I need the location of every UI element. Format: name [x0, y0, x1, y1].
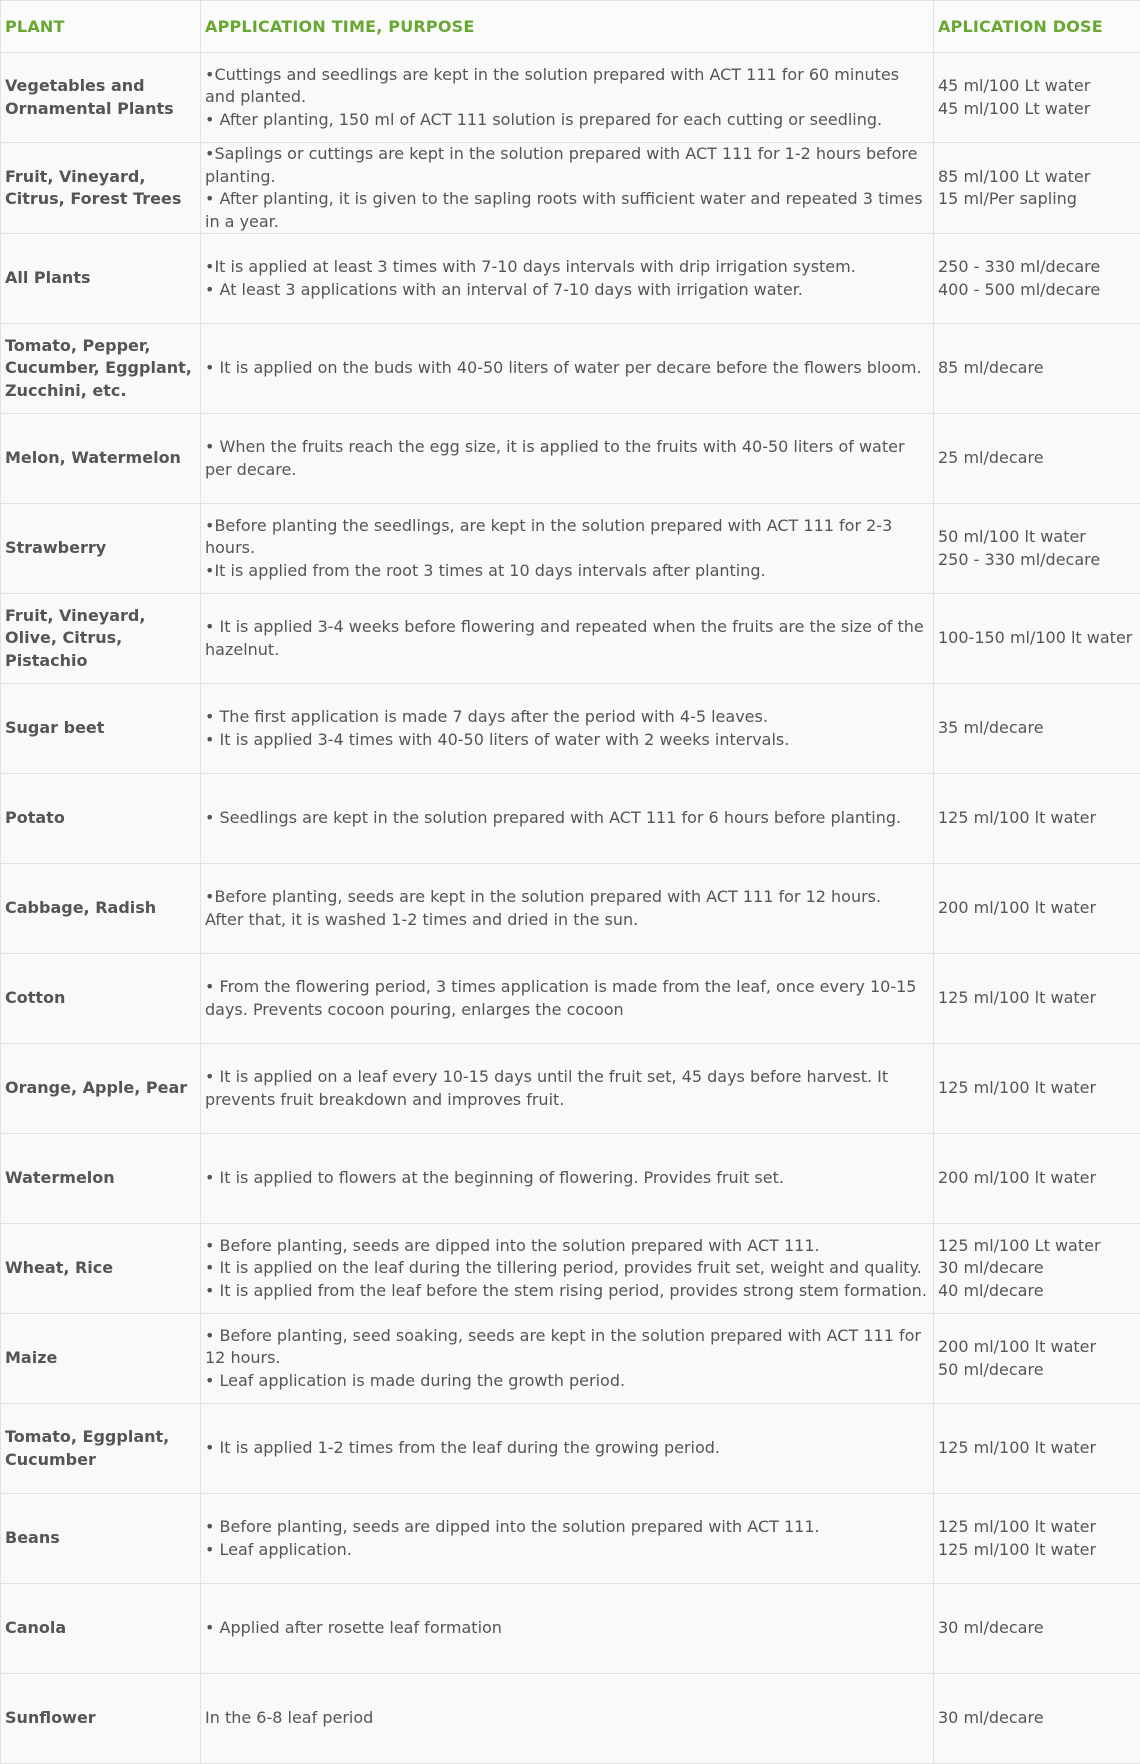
dose-cell: [934, 1314, 1140, 1404]
dose-line: 40 ml/decare: [938, 1280, 1044, 1300]
dose-line: 35 ml/decare: [938, 718, 1044, 738]
dose-cell: [934, 1224, 1140, 1314]
table-row: [1, 954, 1140, 1044]
purpose-cell: [201, 1224, 934, 1314]
purpose-line: • Leaf application is made during the growth period.: [205, 1370, 626, 1390]
dose-line: 200 ml/100 lt water: [938, 1168, 1097, 1188]
dose-line: 50 ml/100 lt water: [938, 527, 1086, 546]
purpose-cell: [201, 774, 934, 864]
dose-line: 125 ml/100 lt water: [938, 1438, 1097, 1458]
purpose-cell: [201, 1494, 934, 1584]
purpose-line: • Before planting, seed soaking, seeds are kept in the solution prepared with ACT 111 for 12 hours.: [205, 1325, 921, 1368]
dose-line: 100-150 ml/100 lt water: [938, 628, 1133, 648]
dose-line: 30 ml/decare: [938, 1618, 1044, 1638]
table-row: [1, 684, 1140, 774]
plant-cell: Fruit, Vineyard, Citrus, Forest Trees: [1, 143, 201, 234]
header-row: [1, 1, 1140, 53]
plant-cell: Maize: [1, 1314, 201, 1404]
dose-line: 15 ml/Per sapling: [938, 189, 1077, 208]
purpose-line: • After planting, 150 ml of ACT 111 solution is prepared for each cutting or seedling.: [205, 109, 883, 129]
purpose-line: • It is applied 1-2 times from the leaf during the growing period.: [205, 1438, 721, 1458]
column-header-plant: PLANT: [1, 1, 201, 53]
dose-cell: [934, 1494, 1140, 1584]
purpose-line: • At least 3 applications with an interval of 7-10 days with irrigation water.: [205, 279, 803, 299]
purpose-line: •It is applied from the root 3 times at 10 days intervals after planting.: [205, 560, 766, 580]
purpose-cell: [201, 504, 934, 594]
plant-cell: Tomato, Pepper, Cucumber, Eggplant, Zucchini, etc.: [1, 324, 201, 414]
column-header-dose: APLICATION DOSE: [934, 1, 1140, 53]
dose-line: 125 ml/100 Lt water: [938, 1235, 1101, 1255]
purpose-line: •Before planting, seeds are kept in the solution prepared with ACT 111 for 12 hours.: [205, 887, 882, 906]
purpose-line: • After planting, it is given to the sapling roots with sufficient water and repeated 3 times in a year.: [205, 189, 923, 231]
purpose-line: • It is applied on a leaf every 10-15 days until the fruit set, 45 days before harvest. It prevents fruit breakdown and improves fruit.: [205, 1067, 889, 1109]
purpose-line: • It is applied 3-4 weeks before flowering and repeated when the fruits are the size of the hazelnut.: [205, 617, 924, 659]
dose-cell: [934, 954, 1140, 1044]
dose-cell: [934, 1584, 1140, 1674]
dose-cell: [934, 53, 1140, 143]
dose-cell: [934, 1674, 1140, 1764]
plant-cell: All Plants: [1, 234, 201, 324]
purpose-line: • Before planting, seeds are dipped into the solution prepared with ACT 111.: [205, 1235, 820, 1255]
purpose-cell: [201, 1674, 934, 1764]
dose-line: 50 ml/decare: [938, 1359, 1044, 1379]
table-row: [1, 864, 1140, 954]
purpose-line: • It is applied to flowers at the beginning of flowering. Provides fruit set.: [205, 1168, 784, 1188]
plant-cell: Melon, Watermelon: [1, 414, 201, 504]
plant-cell: Wheat, Rice: [1, 1224, 201, 1314]
table-row: [1, 1674, 1140, 1764]
table-row: [1, 234, 1140, 324]
plant-cell: Canola: [1, 1584, 201, 1674]
purpose-line: • Leaf application.: [205, 1539, 352, 1559]
table-row: [1, 143, 1140, 234]
purpose-cell: [201, 1584, 934, 1674]
purpose-line: • Applied after rosette leaf formation: [205, 1618, 502, 1638]
purpose-cell: [201, 234, 934, 324]
table-row: [1, 1584, 1140, 1674]
dose-line: 45 ml/100 Lt water: [938, 98, 1091, 118]
purpose-line: • The first application is made 7 days after the period with 4-5 leaves.: [205, 707, 768, 726]
table-row: [1, 774, 1140, 864]
purpose-line: • When the fruits reach the egg size, it is applied to the fruits with 40-50 liters of water per decare.: [205, 437, 905, 479]
table-row: [1, 1314, 1140, 1404]
dose-line: 125 ml/100 lt water: [938, 1539, 1097, 1559]
plant-cell: Vegetables and Ornamental Plants: [1, 53, 201, 143]
dose-line: 25 ml/decare: [938, 448, 1044, 468]
plant-cell: Sugar beet: [1, 684, 201, 774]
dose-cell: [934, 414, 1140, 504]
table-row: [1, 1494, 1140, 1584]
plant-cell: Cotton: [1, 954, 201, 1044]
plant-cell: Strawberry: [1, 504, 201, 594]
dose-line: 250 - 330 ml/decare: [938, 549, 1101, 569]
plant-cell: Tomato, Eggplant, Cucumber: [1, 1404, 201, 1494]
purpose-line: • It is applied on the leaf during the tillering period, provides fruit set, weight and quality.: [205, 1258, 922, 1278]
dose-cell: [934, 864, 1140, 954]
dose-line: 30 ml/decare: [938, 1258, 1044, 1278]
purpose-cell: [201, 684, 934, 774]
dose-cell: [934, 774, 1140, 864]
plant-cell: Watermelon: [1, 1134, 201, 1224]
dose-line: 125 ml/100 lt water: [938, 1078, 1097, 1098]
table-row: [1, 594, 1140, 684]
dose-line: 200 ml/100 lt water: [938, 898, 1097, 918]
dose-line: 125 ml/100 lt water: [938, 1517, 1097, 1536]
purpose-line: In the 6-8 leaf period: [205, 1708, 374, 1728]
plant-cell: Orange, Apple, Pear: [1, 1044, 201, 1134]
purpose-cell: [201, 954, 934, 1044]
plant-cell: Beans: [1, 1494, 201, 1584]
dose-line: 85 ml/100 Lt water: [938, 166, 1091, 186]
purpose-cell: [201, 1404, 934, 1494]
dose-cell: [934, 234, 1140, 324]
purpose-line: • From the flowering period, 3 times application is made from the leaf, once every 10-15 days. Prevents cocoon pouring, enlarges the cocoon: [205, 977, 917, 1019]
dose-line: 30 ml/decare: [938, 1708, 1044, 1728]
plant-cell: Fruit, Vineyard, Olive, Citrus, Pistachio: [1, 594, 201, 684]
purpose-cell: [201, 53, 934, 143]
dose-cell: [934, 684, 1140, 774]
table-row: [1, 53, 1140, 143]
dose-line: 400 - 500 ml/decare: [938, 279, 1101, 299]
purpose-line: • Before planting, seeds are dipped into the solution prepared with ACT 111.: [205, 1517, 820, 1536]
purpose-cell: [201, 594, 934, 684]
table-row: [1, 1224, 1140, 1314]
purpose-cell: [201, 414, 934, 504]
purpose-cell: [201, 1134, 934, 1224]
plant-cell: Sunflower: [1, 1674, 201, 1764]
table-body: [1, 53, 1140, 1764]
purpose-cell: [201, 324, 934, 414]
table-row: [1, 1134, 1140, 1224]
purpose-line: •Saplings or cuttings are kept in the solution prepared with ACT 111 for 1-2 hours before planting.: [205, 144, 918, 186]
dose-line: 250 - 330 ml/decare: [938, 257, 1101, 276]
table-row: [1, 504, 1140, 594]
dose-cell: [934, 504, 1140, 594]
purpose-line: •Cuttings and seedlings are kept in the solution prepared with ACT 111 for 60 minutes and planted.: [205, 64, 900, 107]
purpose-line: •It is applied at least 3 times with 7-10 days intervals with drip irrigation system.: [205, 257, 856, 276]
dose-cell: [934, 1044, 1140, 1134]
purpose-line: • It is applied 3-4 times with 40-50 liters of water with 2 weeks intervals.: [205, 729, 790, 749]
purpose-line: •Before planting the seedlings, are kept in the solution prepared with ACT 111 for 2-3 hours.: [205, 515, 893, 558]
dose-line: 45 ml/100 Lt water: [938, 76, 1091, 95]
purpose-cell: [201, 1044, 934, 1134]
table-row: [1, 414, 1140, 504]
dose-line: 125 ml/100 lt water: [938, 988, 1097, 1008]
dose-cell: [934, 143, 1140, 234]
plant-cell: Potato: [1, 774, 201, 864]
dose-line: 85 ml/decare: [938, 358, 1044, 378]
dose-cell: [934, 1134, 1140, 1224]
dose-cell: [934, 324, 1140, 414]
dose-cell: [934, 594, 1140, 684]
purpose-cell: [201, 864, 934, 954]
purpose-line: • It is applied from the leaf before the stem rising period, provides strong stem formation.: [205, 1280, 927, 1300]
dose-line: 200 ml/100 lt water: [938, 1337, 1097, 1356]
purpose-line: • It is applied on the buds with 40-50 liters of water per decare before the flowers bloom.: [205, 358, 922, 378]
column-header-purpose: APPLICATION TIME, PURPOSE: [201, 1, 934, 53]
purpose-cell: [201, 1314, 934, 1404]
dose-line: 125 ml/100 lt water: [938, 808, 1097, 828]
dose-cell: [934, 1404, 1140, 1494]
plant-cell: Cabbage, Radish: [1, 864, 201, 954]
purpose-line: • Seedlings are kept in the solution prepared with ACT 111 for 6 hours before planting.: [205, 808, 902, 828]
table-row: [1, 324, 1140, 414]
purpose-line: After that, it is washed 1-2 times and dried in the sun.: [205, 909, 639, 929]
table-header: [1, 1, 1140, 53]
table-row: [1, 1404, 1140, 1494]
purpose-cell: [201, 143, 934, 234]
table-row: [1, 1044, 1140, 1134]
